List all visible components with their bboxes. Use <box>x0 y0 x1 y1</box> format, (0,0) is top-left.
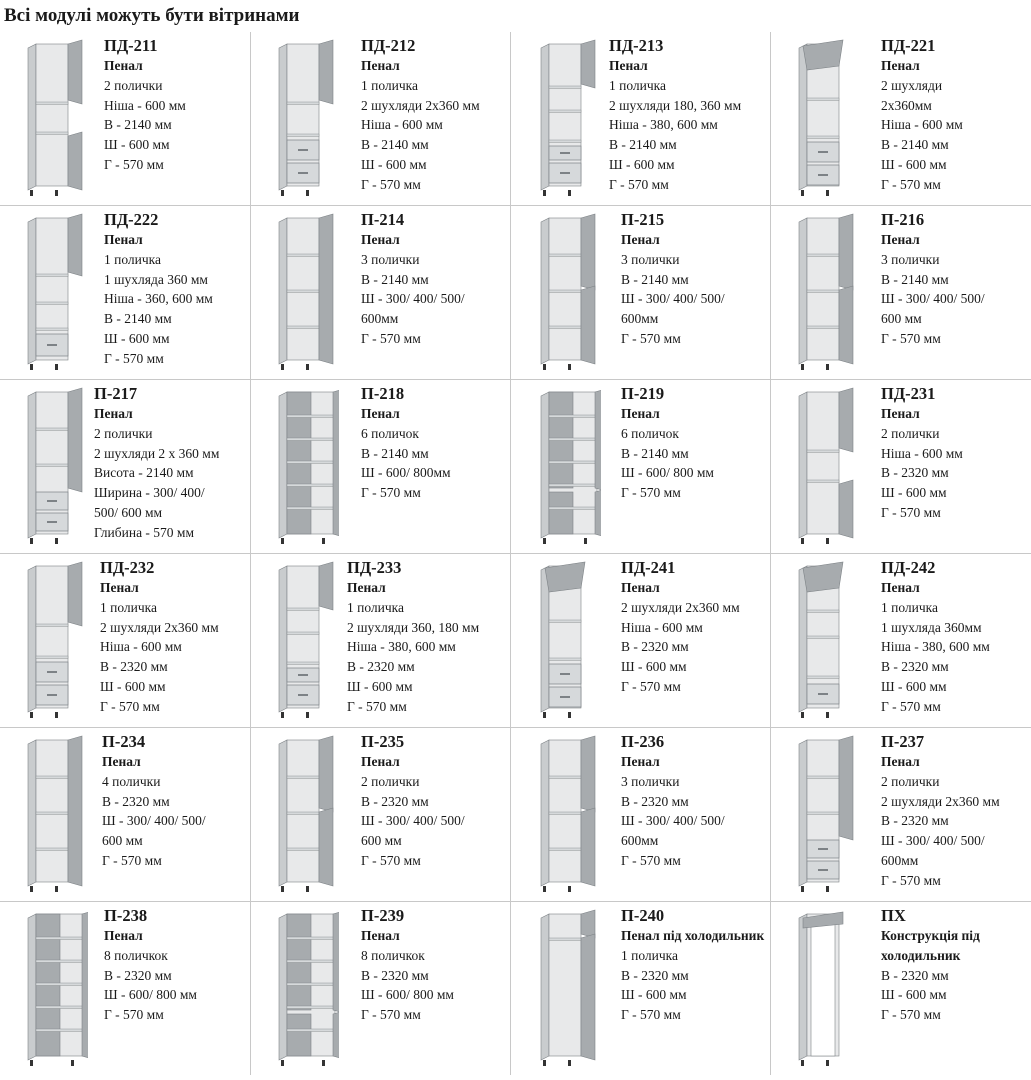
module-code: ПД-231 <box>881 384 936 403</box>
module-type: Пенал <box>104 58 143 73</box>
module-spec-line: Ширина - 300/ 400/ <box>94 485 205 501</box>
module-spec-line: Г - 570 мм <box>104 1007 164 1023</box>
module-spec-line: В - 2140 мм <box>881 271 949 287</box>
module-spec-line: Г - 570 мм <box>621 330 681 346</box>
module-spec-line: Г - 570 мм <box>361 176 421 192</box>
module-spec-line: Ніша - 360, 600 мм <box>104 291 213 307</box>
module-spec-line: Г - 570 мм <box>104 350 164 366</box>
module-code: П-217 <box>94 384 138 403</box>
module-type: Пенал <box>881 58 920 73</box>
module-spec <box>621 906 765 1025</box>
module-spec-line: Ш - 600 мм <box>881 987 947 1003</box>
module-spec-line: 2 шухляди <box>881 77 943 93</box>
module-code: П-216 <box>881 210 925 229</box>
module-spec-line: Ш - 600 мм <box>104 330 170 346</box>
module-spec-line: Ш - 600 мм <box>881 678 947 694</box>
module-spec-line: Ш - 600/ 800 мм <box>361 987 454 1003</box>
tall-cabinet-single-door-icon <box>269 212 339 372</box>
module-card <box>0 554 250 727</box>
module-spec-line: В - 2140 мм <box>104 117 172 133</box>
module-spec-line: 2 шухляди 2х360 мм <box>881 793 1000 809</box>
module-card <box>250 206 510 379</box>
module-spec-line: Ш - 300/ 400/ 500/ <box>361 291 465 307</box>
module-spec-line: В - 2320 мм <box>881 465 949 481</box>
module-type: Пенал <box>621 406 660 421</box>
module-type: Пенал <box>347 580 386 595</box>
module-code: П-218 <box>361 384 405 403</box>
module-spec-line: Ніша - 380, 600 мм <box>609 117 718 133</box>
module-spec-line: Ш - 300/ 400/ 500/ <box>881 291 985 307</box>
module-spec-line: 600 мм <box>881 311 922 327</box>
tall-cabinet-niche-drawers-icon <box>18 560 88 720</box>
module-spec-line: 2 шухляди 2х360 мм <box>361 97 480 113</box>
module-spec-line: 3 полички <box>621 773 680 789</box>
module-spec-line: 4 полички <box>102 773 161 789</box>
module-spec-line: 2 полички <box>881 773 940 789</box>
module-spec-line: Ш - 600 мм <box>881 485 947 501</box>
tall-cabinet-door-drawers-icon <box>789 734 859 894</box>
module-spec-line: 600мм <box>621 833 659 849</box>
module-spec-line: 3 полички <box>361 251 420 267</box>
module-spec-line: Г - 570 мм <box>881 330 941 346</box>
module-spec-line: 2 шухляди 2х360 мм <box>100 619 219 635</box>
module-spec-line: Г - 570 мм <box>361 1007 421 1023</box>
module-spec-line: В - 2320 мм <box>881 813 949 829</box>
module-code: ПД-242 <box>881 558 936 577</box>
module-spec <box>881 558 990 717</box>
module-code: П-237 <box>881 732 925 751</box>
module-type: Пенал <box>104 232 143 247</box>
module-row <box>0 728 1031 902</box>
module-type: Пенал <box>361 232 400 247</box>
module-spec-line: В - 2140 мм <box>621 445 689 461</box>
module-spec-line: Г - 570 мм <box>621 1007 681 1023</box>
module-card <box>0 32 250 205</box>
module-card <box>0 902 250 1075</box>
module-spec-line: В - 2140 мм <box>609 137 677 153</box>
module-spec-line: Ш - 600 мм <box>621 987 687 1003</box>
module-code: ПД-222 <box>104 210 159 229</box>
module-spec-line: Ніша - 600 мм <box>881 117 963 133</box>
module-spec-line: Ніша - 600 мм <box>621 619 703 635</box>
module-card <box>510 554 770 727</box>
module-spec <box>621 384 714 503</box>
module-spec-line: Ш - 300/ 400/ 500/ <box>881 833 985 849</box>
module-spec-line: В - 2320 мм <box>102 793 170 809</box>
module-code: П-214 <box>361 210 405 229</box>
module-spec-line: Г - 570 мм <box>881 504 941 520</box>
module-code: П-235 <box>361 732 405 751</box>
module-type: Пенал <box>609 58 648 73</box>
module-spec-line: 6 поличок <box>621 425 679 441</box>
module-spec <box>361 210 465 349</box>
module-spec-line: Ніша - 600 мм <box>100 639 182 655</box>
module-card <box>510 32 770 205</box>
tall-cabinet-two-doors-icon <box>789 212 859 372</box>
module-spec-line: 1 поличка <box>609 77 667 93</box>
module-card <box>770 728 1031 901</box>
tall-cabinet-two-doors-icon <box>269 734 339 894</box>
module-type: Пенал <box>100 580 139 595</box>
module-card <box>0 206 250 379</box>
module-spec-line: Ш - 600 мм <box>347 678 413 694</box>
module-spec-line: 2х360мм <box>881 97 932 113</box>
module-card <box>250 554 510 727</box>
module-type: Пенал <box>102 754 141 769</box>
module-type: Конструкція під холодильник <box>881 928 980 963</box>
module-spec <box>104 36 186 175</box>
module-spec-line: В - 2140 мм <box>104 311 172 327</box>
module-spec <box>94 384 219 543</box>
module-spec-line: 2 шухляди 180, 360 мм <box>609 97 742 113</box>
module-type: Пенал <box>361 754 400 769</box>
module-spec-line: Ніша - 600 мм <box>361 117 443 133</box>
module-spec-line: 2 шухляди 2 х 360 мм <box>94 445 220 461</box>
module-spec <box>881 906 1026 1025</box>
module-spec-line: Г - 570 мм <box>881 1007 941 1023</box>
module-spec-line: В - 2140 мм <box>361 271 429 287</box>
module-spec-line: 1 шухляда 360 мм <box>104 271 208 287</box>
module-spec <box>104 906 197 1025</box>
module-spec-line: 600мм <box>361 311 399 327</box>
module-spec-line: 2 шухляди 360, 180 мм <box>347 619 480 635</box>
wide-cabinet-four-doors-icon <box>269 908 339 1068</box>
module-spec-line: 1 поличка <box>104 251 162 267</box>
module-code: П-219 <box>621 384 665 403</box>
module-spec <box>881 36 963 195</box>
module-spec-line: 1 поличка <box>347 599 405 615</box>
module-code: ПД-221 <box>881 36 936 55</box>
module-spec-line: В - 2320 мм <box>621 967 689 983</box>
module-code: П-238 <box>104 906 148 925</box>
module-spec-line: В - 2320 мм <box>104 967 172 983</box>
module-spec-line: Висота - 2140 мм <box>94 465 194 481</box>
module-spec-line: 500/ 600 мм <box>94 504 163 520</box>
module-spec-line: Ш - 600 мм <box>361 156 427 172</box>
module-spec-line: Ніша - 600 мм <box>104 97 186 113</box>
tall-cabinet-two-niches-drawers-icon <box>269 560 339 720</box>
module-spec-line: 600мм <box>881 852 919 868</box>
module-spec-line: Ш - 600 мм <box>104 137 170 153</box>
module-spec-line: Г - 570 мм <box>621 852 681 868</box>
module-spec <box>102 732 206 871</box>
module-type: Пенал <box>104 928 143 943</box>
module-spec-line: 1 поличка <box>881 599 939 615</box>
module-type: Пенал <box>361 58 400 73</box>
module-spec-line: В - 2320 мм <box>361 793 429 809</box>
module-spec-line: 1 поличка <box>361 77 419 93</box>
module-spec-line: В - 2320 мм <box>881 967 949 983</box>
module-spec <box>621 210 725 349</box>
wide-cabinet-four-doors-icon <box>531 386 601 546</box>
tall-cabinet-niche-drawers-icon <box>269 38 339 198</box>
module-spec-line: Ш - 600 мм <box>881 156 947 172</box>
wide-cabinet-two-doors-icon <box>269 386 339 546</box>
module-row <box>0 32 1031 206</box>
module-card <box>250 728 510 901</box>
tall-cabinet-two-doors-icon <box>531 734 601 894</box>
module-spec-line: Г - 570 мм <box>100 698 160 714</box>
module-spec-line: Ш - 600 мм <box>609 156 675 172</box>
module-code: ПХ <box>881 906 906 925</box>
module-spec-line: В - 2320 мм <box>621 793 689 809</box>
module-spec-line: В - 2140 мм <box>361 137 429 153</box>
module-code: П-215 <box>621 210 665 229</box>
module-card <box>250 902 510 1075</box>
module-type: Пенал <box>621 580 660 595</box>
module-spec <box>609 36 741 195</box>
module-spec <box>100 558 219 717</box>
tall-cabinet-door-drawers-icon <box>18 386 88 546</box>
module-spec-line: Г - 570 мм <box>347 698 407 714</box>
module-spec-line: В - 2140 мм <box>621 271 689 287</box>
module-spec-line: Г - 570 мм <box>881 872 941 888</box>
module-spec <box>361 906 454 1025</box>
module-card <box>510 728 770 901</box>
module-spec <box>621 558 740 697</box>
module-row <box>0 206 1031 380</box>
module-spec-line: Г - 570 мм <box>881 176 941 192</box>
module-spec-line: Г - 570 мм <box>609 176 669 192</box>
module-spec-line: Ніша - 380, 600 мм <box>881 639 990 655</box>
module-spec-line: В - 2320 мм <box>361 967 429 983</box>
module-code: П-236 <box>621 732 665 751</box>
module-spec-line: 1 поличка <box>621 947 679 963</box>
module-code: ПД-233 <box>347 558 402 577</box>
module-type: Пенал під холодильник <box>621 928 765 943</box>
module-code: П-240 <box>621 906 665 925</box>
module-card <box>770 902 1031 1075</box>
tall-cabinet-niche-icon <box>18 38 88 198</box>
module-type: Пенал <box>361 406 400 421</box>
module-spec-line: 1 поличка <box>100 599 158 615</box>
module-spec-line: 3 полички <box>881 251 940 267</box>
module-card <box>770 380 1031 553</box>
module-spec-line: Ш - 600/ 800мм <box>361 465 451 481</box>
module-row <box>0 902 1031 1076</box>
module-spec <box>361 384 451 503</box>
module-code: П-234 <box>102 732 146 751</box>
tall-cabinet-liftup-drawers-icon <box>789 38 859 198</box>
tall-cabinet-single-door-icon <box>18 734 88 894</box>
module-spec-line: 1 шухляда 360мм <box>881 619 982 635</box>
module-spec-line: Ш - 300/ 400/ 500/ <box>102 813 206 829</box>
module-type: Пенал <box>881 232 920 247</box>
module-code: ПД-241 <box>621 558 676 577</box>
module-type: Пенал <box>881 580 920 595</box>
module-spec-line: 2 полички <box>361 773 420 789</box>
module-code: ПД-232 <box>100 558 155 577</box>
module-spec-line: Ш - 300/ 400/ 500/ <box>361 813 465 829</box>
module-spec-line: 3 полички <box>621 251 680 267</box>
module-spec-line: Глибина - 570 мм <box>94 524 195 540</box>
module-spec <box>361 732 465 871</box>
fridge-housing-cabinet-icon <box>531 908 601 1068</box>
module-grid <box>0 32 1031 1080</box>
tall-cabinet-two-niches-drawers-icon <box>531 38 601 198</box>
module-spec <box>104 210 213 369</box>
module-card <box>770 554 1031 727</box>
module-type: Пенал <box>621 232 660 247</box>
module-spec-line: Ш - 600/ 800 мм <box>621 465 714 481</box>
tall-cabinet-liftup-niches-drawer-icon <box>789 560 859 720</box>
module-spec-line: Ніша - 600 мм <box>881 445 963 461</box>
module-spec-line: Ш - 300/ 400/ 500/ <box>621 291 725 307</box>
module-spec-line: Ш - 600 мм <box>621 659 687 675</box>
module-spec-line: Г - 570 мм <box>102 852 162 868</box>
module-spec-line: 600мм <box>621 311 659 327</box>
module-card <box>510 902 770 1075</box>
module-card <box>250 32 510 205</box>
module-spec-line: Г - 570 мм <box>361 485 421 501</box>
module-spec-line: В - 2320 мм <box>881 659 949 675</box>
module-spec-line: В - 2320 мм <box>347 659 415 675</box>
module-card <box>250 380 510 553</box>
module-type: Пенал <box>881 406 920 421</box>
wide-cabinet-two-doors-icon <box>18 908 88 1068</box>
module-type: Пенал <box>361 928 400 943</box>
module-spec-line: 2 полички <box>94 425 153 441</box>
module-spec-line: Г - 570 мм <box>621 678 681 694</box>
module-spec-line: Ніша - 380, 600 мм <box>347 639 456 655</box>
module-card <box>0 380 250 553</box>
module-spec-line: В - 2140 мм <box>361 445 429 461</box>
module-code: П-239 <box>361 906 405 925</box>
module-spec <box>881 210 985 349</box>
module-spec-line: 8 поличкок <box>361 947 425 963</box>
module-type: Пенал <box>881 754 920 769</box>
module-spec-line: 8 поличкок <box>104 947 168 963</box>
module-spec-line: Г - 570 мм <box>881 698 941 714</box>
module-spec-line: В - 2320 мм <box>621 639 689 655</box>
module-card <box>510 380 770 553</box>
module-spec-line: Г - 570 мм <box>361 330 421 346</box>
tall-cabinet-two-doors-icon <box>531 212 601 372</box>
tall-cabinet-niches-drawer-icon <box>18 212 88 372</box>
module-spec-line: 2 полички <box>881 425 940 441</box>
tall-cabinet-liftup-drawers-icon <box>531 560 601 720</box>
tall-cabinet-niche-icon <box>789 386 859 546</box>
fridge-frame-construction-icon <box>789 908 859 1068</box>
module-code: ПД-213 <box>609 36 664 55</box>
module-spec <box>347 558 479 717</box>
module-spec-line: В - 2140 мм <box>881 137 949 153</box>
module-spec-line: 600 мм <box>102 833 143 849</box>
module-spec-line: Ш - 600/ 800 мм <box>104 987 197 1003</box>
module-spec-line: Г - 570 мм <box>621 485 681 501</box>
module-spec <box>361 36 480 195</box>
module-spec-line: 600 мм <box>361 833 402 849</box>
module-spec-line: Г - 570 мм <box>361 852 421 868</box>
module-card <box>770 206 1031 379</box>
catalog-heading: Всі модулі можуть бути вітринами <box>4 5 300 26</box>
module-spec <box>881 384 963 523</box>
module-spec <box>881 732 1000 891</box>
module-spec-line: Ш - 600 мм <box>100 678 166 694</box>
module-spec <box>621 732 725 871</box>
module-spec-line: Г - 570 мм <box>104 156 164 172</box>
module-row <box>0 554 1031 728</box>
module-card <box>0 728 250 901</box>
module-code: ПД-212 <box>361 36 416 55</box>
module-spec-line: Ш - 300/ 400/ 500/ <box>621 813 725 829</box>
module-card <box>510 206 770 379</box>
module-spec-line: 2 полички <box>104 77 163 93</box>
module-card <box>770 32 1031 205</box>
module-row <box>0 380 1031 554</box>
module-spec-line: 2 шухляди 2х360 мм <box>621 599 740 615</box>
module-spec-line: 6 поличок <box>361 425 419 441</box>
module-type: Пенал <box>94 406 133 421</box>
module-code: ПД-211 <box>104 36 158 55</box>
module-type: Пенал <box>621 754 660 769</box>
module-spec-line: В - 2320 мм <box>100 659 168 675</box>
